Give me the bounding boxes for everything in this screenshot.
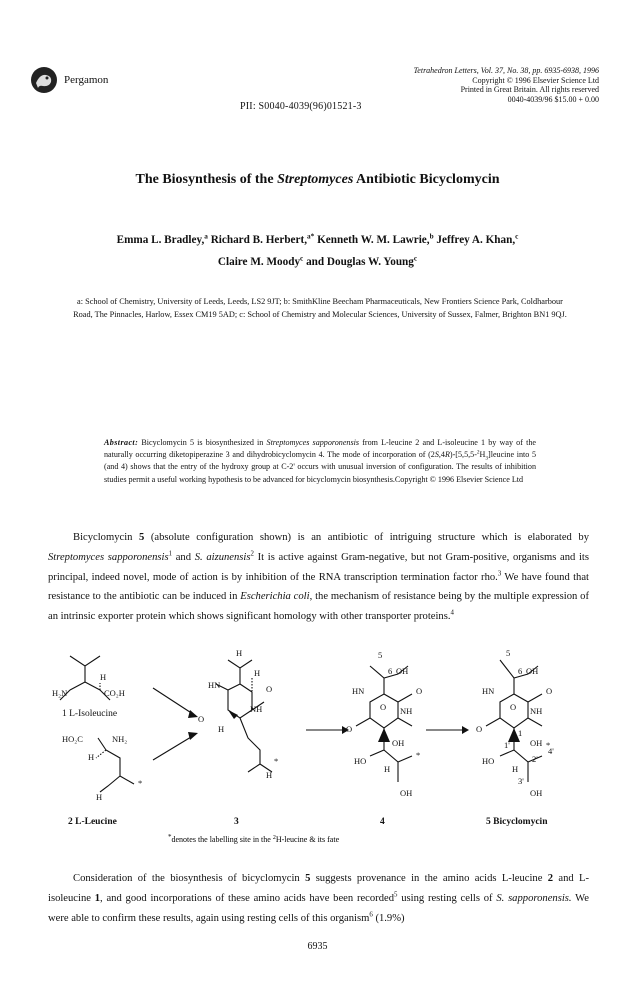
atom-label: H — [512, 764, 519, 774]
atom-label: H₂N — [52, 688, 68, 698]
atom-label: NH — [250, 704, 263, 714]
atom-label: NH — [530, 706, 543, 716]
author: Claire M. Moody — [217, 256, 301, 268]
publisher-name: Pergamon — [64, 74, 109, 86]
atom-label: 4' — [548, 746, 554, 756]
atom-label: 1' — [504, 740, 510, 750]
scheme-footnote: *denotes the labelling site in the $^2$H-leucine & its fate — [168, 833, 340, 844]
atom-label: O — [266, 684, 273, 694]
atom-label: NH — [400, 706, 413, 716]
atom-label: H — [384, 764, 391, 774]
atom-label: NH₂ — [112, 734, 128, 744]
pii: PII: S0040-4039(96)01521-3 — [240, 101, 362, 112]
atom-label: 6 — [518, 666, 523, 676]
atom-label: H — [236, 648, 243, 658]
journal-citation: Tetrahedron Letters, Vol. 37, No. 38, pp. 6935-6938, 1996 — [413, 66, 599, 75]
journal-info — [299, 66, 599, 104]
author: Emma L. Bradley, — [116, 234, 205, 246]
atom-label: OH — [396, 666, 409, 676]
author: Jeffrey A. Khan, — [436, 234, 516, 246]
intro-paragraph: Bicyclomycin 5 (absolute configuration shown) is an antibiotic of intriguing structure which is elaborated by Streptomyces sapporonensis$^1$ and S. aizunensis$^2$ It is active against Gram-negative, but not Gram-positive, organisms and its principal, indeed novel, mode of action is by inhibition of the RNA transcription termination factor rho.$^3$ We have found that resistance to the antibiotic can be induced in Escherichia coli, the mechanism of resistance being by the multiple expression of an intrinsic exporter protein which shows significant homology with other transporter proteins.$^4$ — [48, 532, 590, 623]
atom-label: OH — [526, 666, 539, 676]
atom-label: 1 — [518, 728, 523, 738]
author: and Douglas W. Young — [306, 256, 414, 268]
atom-label: HN — [208, 680, 221, 690]
atom-label: O — [416, 686, 423, 696]
atom-label: H — [218, 724, 225, 734]
atom-label: 5 — [378, 650, 383, 660]
atom-label: HO — [482, 756, 495, 766]
atom-label: 5 — [506, 648, 511, 658]
atom-label: OH — [392, 738, 405, 748]
abstract: Abstract: Bicyclomycin 5 is biosynthesized in Streptomyces sapporonensis from L-leucine 2 and L-isoleucine 1 by way of the naturally occurring diketopiperazine 3 and dihydrobicyclomycin 4. The mode of incorporation of $(2S,4R)-[5,5,5-^2H_3]leucine$ into 5 (and 4) shows that the entry of the hydroxy group at C-2' occurs with unusual inversion of configuration. The results of inhibition studies permit a useful working hypothesis to be advanced for bicyclomycin biosynthesis.Copyright © 1996 Elsevier Science Ltd — [104, 438, 537, 484]
journal-issn: 0040-4039/96 $15.00 + 0.00 — [507, 94, 599, 104]
atom-label: H — [96, 792, 103, 802]
discussion-paragraph: Consideration of the biosynthesis of bicyclomycin 5 suggests provenance in the amino acids L-leucine 2 and L-isoleucine 1, and good incorporations of these amino acids have been recorded$^5$ using resting cells of S. sapporonensis. We were able to confirm these results, again using resting cells of this organism$^6$ (1.9%) — [48, 873, 590, 924]
atom-label: 6 — [388, 666, 393, 676]
page-number: 6935 — [307, 941, 328, 952]
atom-label: HN — [352, 686, 365, 696]
atom-label: OH — [530, 738, 543, 748]
atom-label: H — [100, 672, 107, 682]
label-star: * — [274, 756, 279, 766]
atom-label: OH — [400, 788, 413, 798]
atom-label: H — [266, 770, 273, 780]
atom-label: HO — [354, 756, 367, 766]
compound-4-label: 4 — [380, 817, 385, 827]
atom-label: O — [546, 686, 553, 696]
compound-2-label: 2 L-Leucine — [68, 817, 117, 827]
journal-copyright: Copyright © 1996 Elsevier Science Ltd — [472, 75, 599, 85]
atom-label: HO₂C — [62, 734, 83, 744]
atom-label: O — [476, 724, 483, 734]
article-title: The Biosynthesis of the Streptomyces Antibiotic Bicyclomycin — [135, 172, 500, 187]
atom-label: 2' — [532, 754, 538, 764]
atom-label: H — [254, 668, 261, 678]
journal-printed: Printed in Great Britain. All rights reserved — [460, 85, 599, 95]
compound-5-label: 5 Bicyclomycin — [486, 817, 548, 827]
label-star: * — [546, 740, 551, 750]
author: Kenneth W. M. Lawrie, — [317, 234, 430, 246]
author-list: Emma L. Bradley,$^a$ Richard B. Herbert,$^{a*}$ Kenneth W. M. Lawrie,$^b$ Jeffrey A. Khan,$^c$ Claire M. Moody$^c$ and Douglas W. Young$^c$ — [116, 232, 519, 268]
atom-label: HN — [482, 686, 495, 696]
atom-label: OH — [530, 788, 543, 798]
atom-label: H — [88, 752, 95, 762]
author: Richard B. Herbert, — [210, 234, 308, 246]
atom-label: O — [510, 702, 517, 712]
pergamon-logo — [30, 66, 58, 94]
compound-3-label: 3 — [234, 817, 239, 827]
affiliations: a: School of Chemistry, University of Leeds, Leeds, LS2 9JT; b: SmithKline Beecham Pharmaceuticals, New Frontiers Science Park, Coldharbour Road, The Pinnacles, Harlow, Essex CM19 5AD; c: School of Chemistry and Molecular Sciences, University of Sussex, Falmer, Brighton BN1 9QJ. — [73, 297, 567, 319]
atom-label: CO₂H — [104, 688, 125, 698]
atom-label: O — [198, 714, 205, 724]
atom-label: O — [346, 724, 353, 734]
label-star: * — [138, 778, 143, 788]
abstract-label: Abstract: — [104, 438, 139, 447]
label-star: * — [416, 750, 421, 760]
compound-1-label: 1 L-Isoleucine — [62, 709, 118, 719]
atom-label: O — [380, 702, 387, 712]
biosynthesis-scheme — [48, 638, 593, 848]
atom-label: 3' — [518, 776, 524, 786]
